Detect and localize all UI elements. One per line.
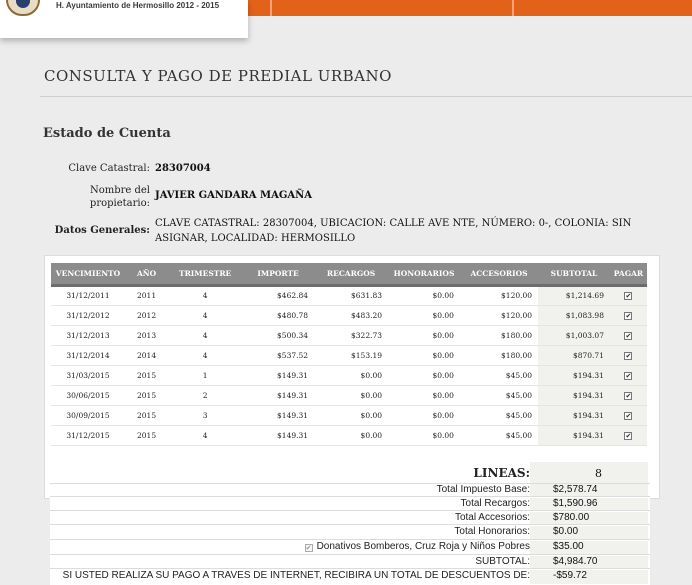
cell-pagar — [610, 325, 647, 345]
col-accesorios: ACCESORIOS — [460, 263, 538, 285]
cell-vencimiento: 31/12/2013 — [51, 325, 125, 345]
pay-checkbox[interactable]: ✔ — [625, 411, 632, 420]
col-importe: IMPORTE — [242, 263, 314, 285]
col-subtotal: SUBTOTAL — [538, 263, 610, 285]
cell-recargos: $0.00 — [314, 405, 388, 425]
cell-honorarios: $0.00 — [388, 285, 460, 305]
cell-trimestre: 4 — [168, 325, 242, 345]
cell-accesorios: $120.00 — [460, 305, 538, 325]
title-divider — [40, 96, 692, 97]
col-vencimiento: VENCIMIENTO — [51, 263, 125, 285]
general-data-label: Datos Generales: — [54, 225, 150, 236]
descuento-label: SI USTED REALIZA SU PAGO A TRAVES DE INTERNET, RECIBIRA UN TOTAL DE DESCUENTOS DE: — [62, 570, 530, 581]
clave-label: Clave Catastral: — [68, 163, 150, 174]
cell-importe: $149.31 — [242, 385, 314, 405]
cell-importe: $149.31 — [242, 405, 314, 425]
table-row — [51, 345, 647, 365]
cell-recargos: $0.00 — [314, 385, 388, 405]
cell-trimestre: 4 — [168, 425, 242, 445]
table-row — [51, 405, 647, 425]
impuesto-value: $2,578.74 — [553, 484, 598, 495]
cell-pagar — [610, 285, 647, 305]
cell-pagar — [610, 305, 647, 325]
nav-divider — [512, 0, 514, 16]
cell-accesorios: $45.00 — [460, 405, 538, 425]
summary-subtotal — [50, 556, 650, 569]
lineas-label: LINEAS: — [473, 466, 530, 480]
pay-checkbox[interactable]: ✔ — [625, 351, 632, 360]
cell-anio: 2015 — [125, 405, 168, 425]
cell-honorarios: $0.00 — [388, 325, 460, 345]
summary-donativos — [50, 541, 650, 555]
summary-panel — [50, 462, 650, 585]
bills-table — [51, 263, 647, 446]
recargos-value: $1,590.96 — [553, 498, 598, 509]
descuento-value: -$59.72 — [553, 570, 587, 581]
honorarios-value: $0.00 — [553, 526, 579, 537]
cell-accesorios: $45.00 — [460, 365, 538, 385]
cell-trimestre: 4 — [168, 345, 242, 365]
col-pagar: PAGAR — [610, 263, 647, 285]
owner-label-line2: propietario: — [89, 198, 150, 209]
cell-vencimiento: 31/12/2015 — [51, 425, 125, 445]
table-row — [51, 365, 647, 385]
table-row — [51, 285, 647, 305]
cell-importe: $537.52 — [242, 345, 314, 365]
cell-trimestre: 1 — [168, 365, 242, 385]
cell-honorarios: $0.00 — [388, 425, 460, 445]
col-trimestre: TRIMESTRE — [168, 263, 242, 285]
pay-checkbox[interactable]: ✔ — [625, 331, 632, 340]
honorarios-label: Total Honorarios: — [454, 526, 530, 537]
cell-vencimiento: 30/09/2015 — [51, 405, 125, 425]
cell-subtotal: $194.31 — [538, 405, 610, 425]
pay-checkbox[interactable]: ✔ — [625, 311, 632, 320]
section-title: Estado de Cuenta — [43, 126, 171, 141]
cell-anio: 2012 — [125, 305, 168, 325]
cell-pagar — [610, 385, 647, 405]
recargos-label: Total Recargos: — [460, 498, 530, 509]
cell-subtotal: $194.31 — [538, 365, 610, 385]
cell-anio: 2015 — [125, 365, 168, 385]
cell-vencimiento: 31/12/2012 — [51, 305, 125, 325]
summary-lineas — [50, 462, 650, 484]
col-recargos: RECARGOS — [314, 263, 388, 285]
pay-checkbox[interactable]: ✔ — [625, 391, 632, 400]
cell-honorarios: $0.00 — [388, 345, 460, 365]
cell-accesorios: $180.00 — [460, 325, 538, 345]
summary-descuento — [50, 570, 650, 584]
col-anio: AÑO — [125, 263, 168, 285]
owner-label — [40, 184, 150, 210]
cell-recargos: $0.00 — [314, 425, 388, 445]
org-name: H. Ayuntamiento de Hermosillo 2012 - 2015 — [56, 1, 220, 10]
cell-anio: 2011 — [125, 285, 168, 305]
col-honorarios: HONORARIOS — [388, 263, 460, 285]
cell-recargos: $483.20 — [314, 305, 388, 325]
cell-vencimiento: 31/12/2011 — [51, 285, 125, 305]
cell-trimestre: 2 — [168, 385, 242, 405]
impuesto-label: Total Impuesto Base: — [436, 484, 530, 495]
table-row — [51, 325, 647, 345]
cell-subtotal: $1,214.69 — [538, 285, 610, 305]
cell-trimestre: 4 — [168, 285, 242, 305]
table-row — [51, 385, 647, 405]
cell-subtotal: $1,083.98 — [538, 305, 610, 325]
clave-value: 28307004 — [155, 163, 211, 174]
cell-trimestre: 3 — [168, 405, 242, 425]
cell-importe: $149.31 — [242, 425, 314, 445]
owner-label-line1: Nombre del — [89, 185, 150, 196]
cell-subtotal: $194.31 — [538, 385, 610, 405]
pay-checkbox[interactable]: ✔ — [625, 431, 632, 440]
cell-pagar — [610, 345, 647, 365]
cell-recargos: $322.73 — [314, 325, 388, 345]
cell-subtotal: $870.71 — [538, 345, 610, 365]
cell-trimestre: 4 — [168, 305, 242, 325]
accesorios-value: $780.00 — [553, 512, 590, 523]
cell-anio: 2014 — [125, 345, 168, 365]
summary-honorarios — [50, 526, 650, 540]
header-logo-panel[interactable] — [0, 0, 248, 38]
summary-impuesto — [50, 484, 650, 497]
donativos-value: $35.00 — [553, 541, 584, 552]
cell-accesorios: $120.00 — [460, 285, 538, 305]
page-title: CONSULTA Y PAGO DE PREDIAL URBANO — [44, 67, 392, 85]
cell-honorarios: $0.00 — [388, 365, 460, 385]
owner-value: JAVIER GANDARA MAGAÑA — [155, 190, 313, 201]
cell-accesorios: $180.00 — [460, 345, 538, 365]
cell-recargos: $0.00 — [314, 365, 388, 385]
pay-checkbox[interactable]: ✔ — [625, 292, 632, 300]
cell-vencimiento: 31/12/2014 — [51, 345, 125, 365]
cell-anio: 2015 — [125, 385, 168, 405]
donativos-label: Donativos Bomberos, Cruz Roja y Niños Pobres — [316, 541, 530, 552]
cell-recargos: $153.19 — [314, 345, 388, 365]
subtotal-value: $4,984.70 — [553, 556, 598, 567]
summary-accesorios — [50, 512, 650, 525]
cell-pagar — [610, 365, 647, 385]
table-header-row — [51, 263, 647, 285]
cell-subtotal: $194.31 — [538, 425, 610, 445]
cell-vencimiento: 30/06/2015 — [51, 385, 125, 405]
cell-honorarios: $0.00 — [388, 405, 460, 425]
general-data-value: CLAVE CATASTRAL: 28307004, UBICACION: CALLE AVE NTE, NÚMERO: 0-, COLONIA: SIN ASIGNAR, LOCALIDAD: HERMOSILLO — [155, 218, 632, 244]
main-content — [0, 50, 692, 585]
cell-anio: 2013 — [125, 325, 168, 345]
municipal-seal-icon — [6, 0, 40, 16]
nav-divider — [270, 0, 272, 16]
table-row — [51, 305, 647, 325]
cell-anio: 2015 — [125, 425, 168, 445]
cell-accesorios: $45.00 — [460, 385, 538, 405]
donativos-checkbox[interactable]: ✔ — [305, 545, 312, 552]
cell-importe: $500.34 — [242, 325, 314, 345]
lineas-value: 8 — [595, 467, 602, 480]
cell-importe: $462.84 — [242, 285, 314, 305]
subtotal-label: SUBTOTAL: — [475, 556, 530, 567]
cell-vencimiento: 31/03/2015 — [51, 365, 125, 385]
cell-accesorios: $45.00 — [460, 425, 538, 445]
cell-recargos: $631.83 — [314, 285, 388, 305]
table-row — [51, 425, 647, 445]
pay-checkbox[interactable]: ✔ — [625, 371, 632, 380]
cell-honorarios: $0.00 — [388, 385, 460, 405]
cell-importe: $149.31 — [242, 365, 314, 385]
cell-pagar — [610, 405, 647, 425]
cell-importe: $480.78 — [242, 305, 314, 325]
accesorios-label: Total Accesorios: — [454, 512, 530, 523]
cell-pagar — [610, 425, 647, 445]
cell-subtotal: $1,003.07 — [538, 325, 610, 345]
summary-recargos — [50, 498, 650, 511]
donativos-row-label — [305, 541, 530, 552]
cell-honorarios: $0.00 — [388, 305, 460, 325]
